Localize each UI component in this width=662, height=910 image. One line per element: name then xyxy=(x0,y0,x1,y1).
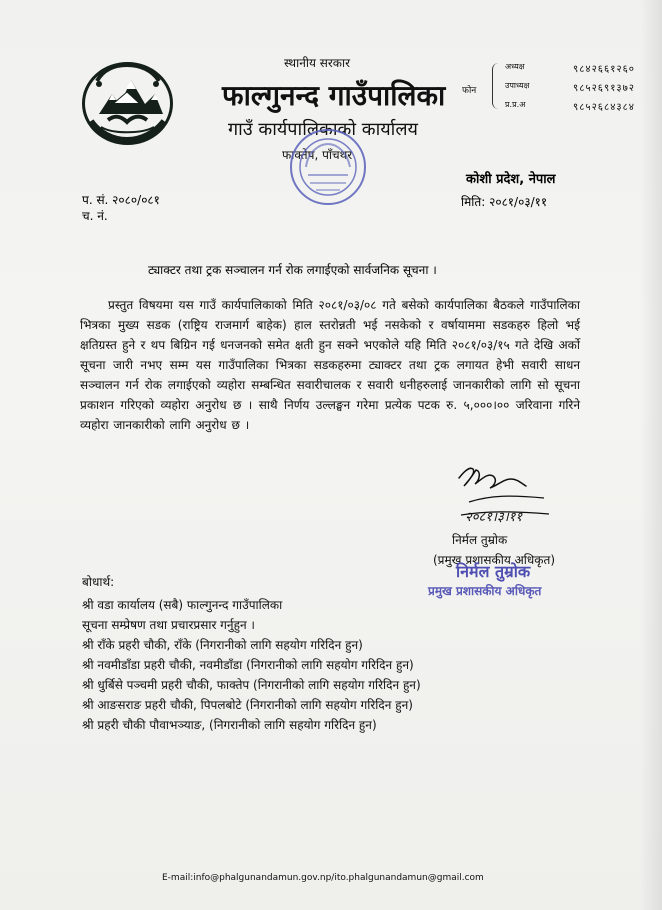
office-name: गाउँ कार्यपालिकाको कार्यालय xyxy=(228,119,418,140)
government-type: स्थानीय सरकार xyxy=(284,56,350,70)
notice-body: प्रस्तुत विषयमा यस गाउँ कार्यपालिकाको मिति २०८१/०३/०८ गते बसेको कार्यपालिका बैठकले गाउँपालिका भित्रका मुख्य सडक (राष्ट्रिय राजमार्ग बाहेक) हाल स्तरोन्नती भई नसकेको र वर्षायाममा सडकहरु हिलो भई क्षतिग्रस्त हुने र थप बिग्रिन गई धनजनको समेत क्षती हुन सक्ने भएकोले यहि मिति २०८१/०३/१५ गते देखि अर्को सूचना जारी नभए सम्म यस गाउँपालिका भित्रका सडकहरुमा ट्याक्टर तथा ट्रक लगायत हेभी सवारी साधन सञ्चालन गर्न रोक लगाईएको व्यहोरा सम्बन्धित सवारीचालक र सवारी धनीहरुलाई जानकारीको लागि सो सूचना प्रकाशन गरिएको व्यहोरा अनुरोध छ । साथै निर्णय उल्लङ्घन गरेमा प्रत्येक पटक रु. ५,०००।०० जरिवाना गरिने व्यहोरा जानकारीको लागि अनुरोध छ । xyxy=(80,298,580,432)
nepal-government-emblem-icon xyxy=(79,58,176,149)
fiscal-year-ref: प. सं. २०८०/०८१ xyxy=(82,193,160,207)
phone-label: फोन xyxy=(462,86,477,96)
phone-number: ९८४२६६१२६० xyxy=(573,64,635,75)
phone-title: प्र.प्र.अ xyxy=(505,100,526,109)
paper-edge-shadow xyxy=(640,0,662,910)
phone-contacts xyxy=(462,61,640,116)
signatory-title-stamp: प्रमुख प्रशासकीय अधिकृत xyxy=(428,584,542,598)
cc-item: श्री राँके प्रहरी चौकी, राँके (निगरानीको लागि सहयोग गरिदिन हुन) xyxy=(82,638,363,652)
phone-title: उपाध्यक्ष xyxy=(505,81,530,90)
phone-row-vice-chair xyxy=(505,80,635,94)
signatory-name-stamp: निर्मल तुम्रोक xyxy=(456,562,531,581)
cc-item: श्री आङसराङ प्रहरी चौकी, पिपलबोटे (निगरानीको लागि सहयोग गरिदिन हुन) xyxy=(82,698,413,712)
cc-heading: बोधार्थ: xyxy=(82,575,115,589)
phone-number: ९८५२६८४३८४ xyxy=(573,102,635,113)
cc-item: श्री वडा कार्यालय (सबै) फाल्गुनन्द गाउँपालिका xyxy=(82,598,283,612)
municipality-name: फाल्गुनन्द गाउँपालिका xyxy=(222,79,446,112)
office-seal-stamp-icon xyxy=(286,126,370,208)
reference-block xyxy=(82,192,160,224)
footer-email: E-mail:info@phalgunandamun.gov.np/ito.phalgunandamun@gmail.com xyxy=(162,873,484,883)
cc-list xyxy=(82,595,502,735)
phone-row-chair xyxy=(505,61,635,75)
phone-title: अध्यक्ष xyxy=(505,62,525,71)
phone-row-cao xyxy=(505,99,635,113)
province: कोशी प्रदेश, नेपाल xyxy=(466,172,556,187)
signatory-name: निर्मल तुम्रोक xyxy=(452,533,508,547)
cc-item: सूचना सम्प्रेषण तथा प्रचारप्रसार गर्नुहुन । xyxy=(82,618,255,632)
phone-number: ९८५२६९१३७२ xyxy=(573,83,635,94)
phone-brace xyxy=(492,63,505,109)
cc-item: श्री प्रहरी चौकी पौवाभञ्‍याङ, (निगरानीको लागि सहयोग गरिदिन हुन) xyxy=(82,718,377,732)
cc-item: श्री धुर्बिसे पञ्चमी प्रहरी चौकी, फाक्तेप (निगरानीको लागि सहयोग गरिदिन हुन) xyxy=(82,678,421,692)
notice-subject: ट्याक्टर तथा ट्रक सञ्चालन गर्न रोक लगाईएको सार्वजनिक सूचना । xyxy=(148,263,437,277)
signature-date: २०८१।३।११ xyxy=(465,510,523,525)
cc-item: श्री नवमीडाँडा प्रहरी चौकी, नवमीडाँडा (निगरानीको लागि सहयोग गरिदिन हुन) xyxy=(82,658,414,672)
notice-date: मिति: २०८१/०३/११ xyxy=(461,195,548,209)
signatory-title: (प्रमुख प्रशासकीय अधिकृत) xyxy=(433,553,556,567)
dispatch-number: च. नं. xyxy=(82,209,108,223)
office-location: फाक्तेप, पाँचथर xyxy=(282,148,353,162)
